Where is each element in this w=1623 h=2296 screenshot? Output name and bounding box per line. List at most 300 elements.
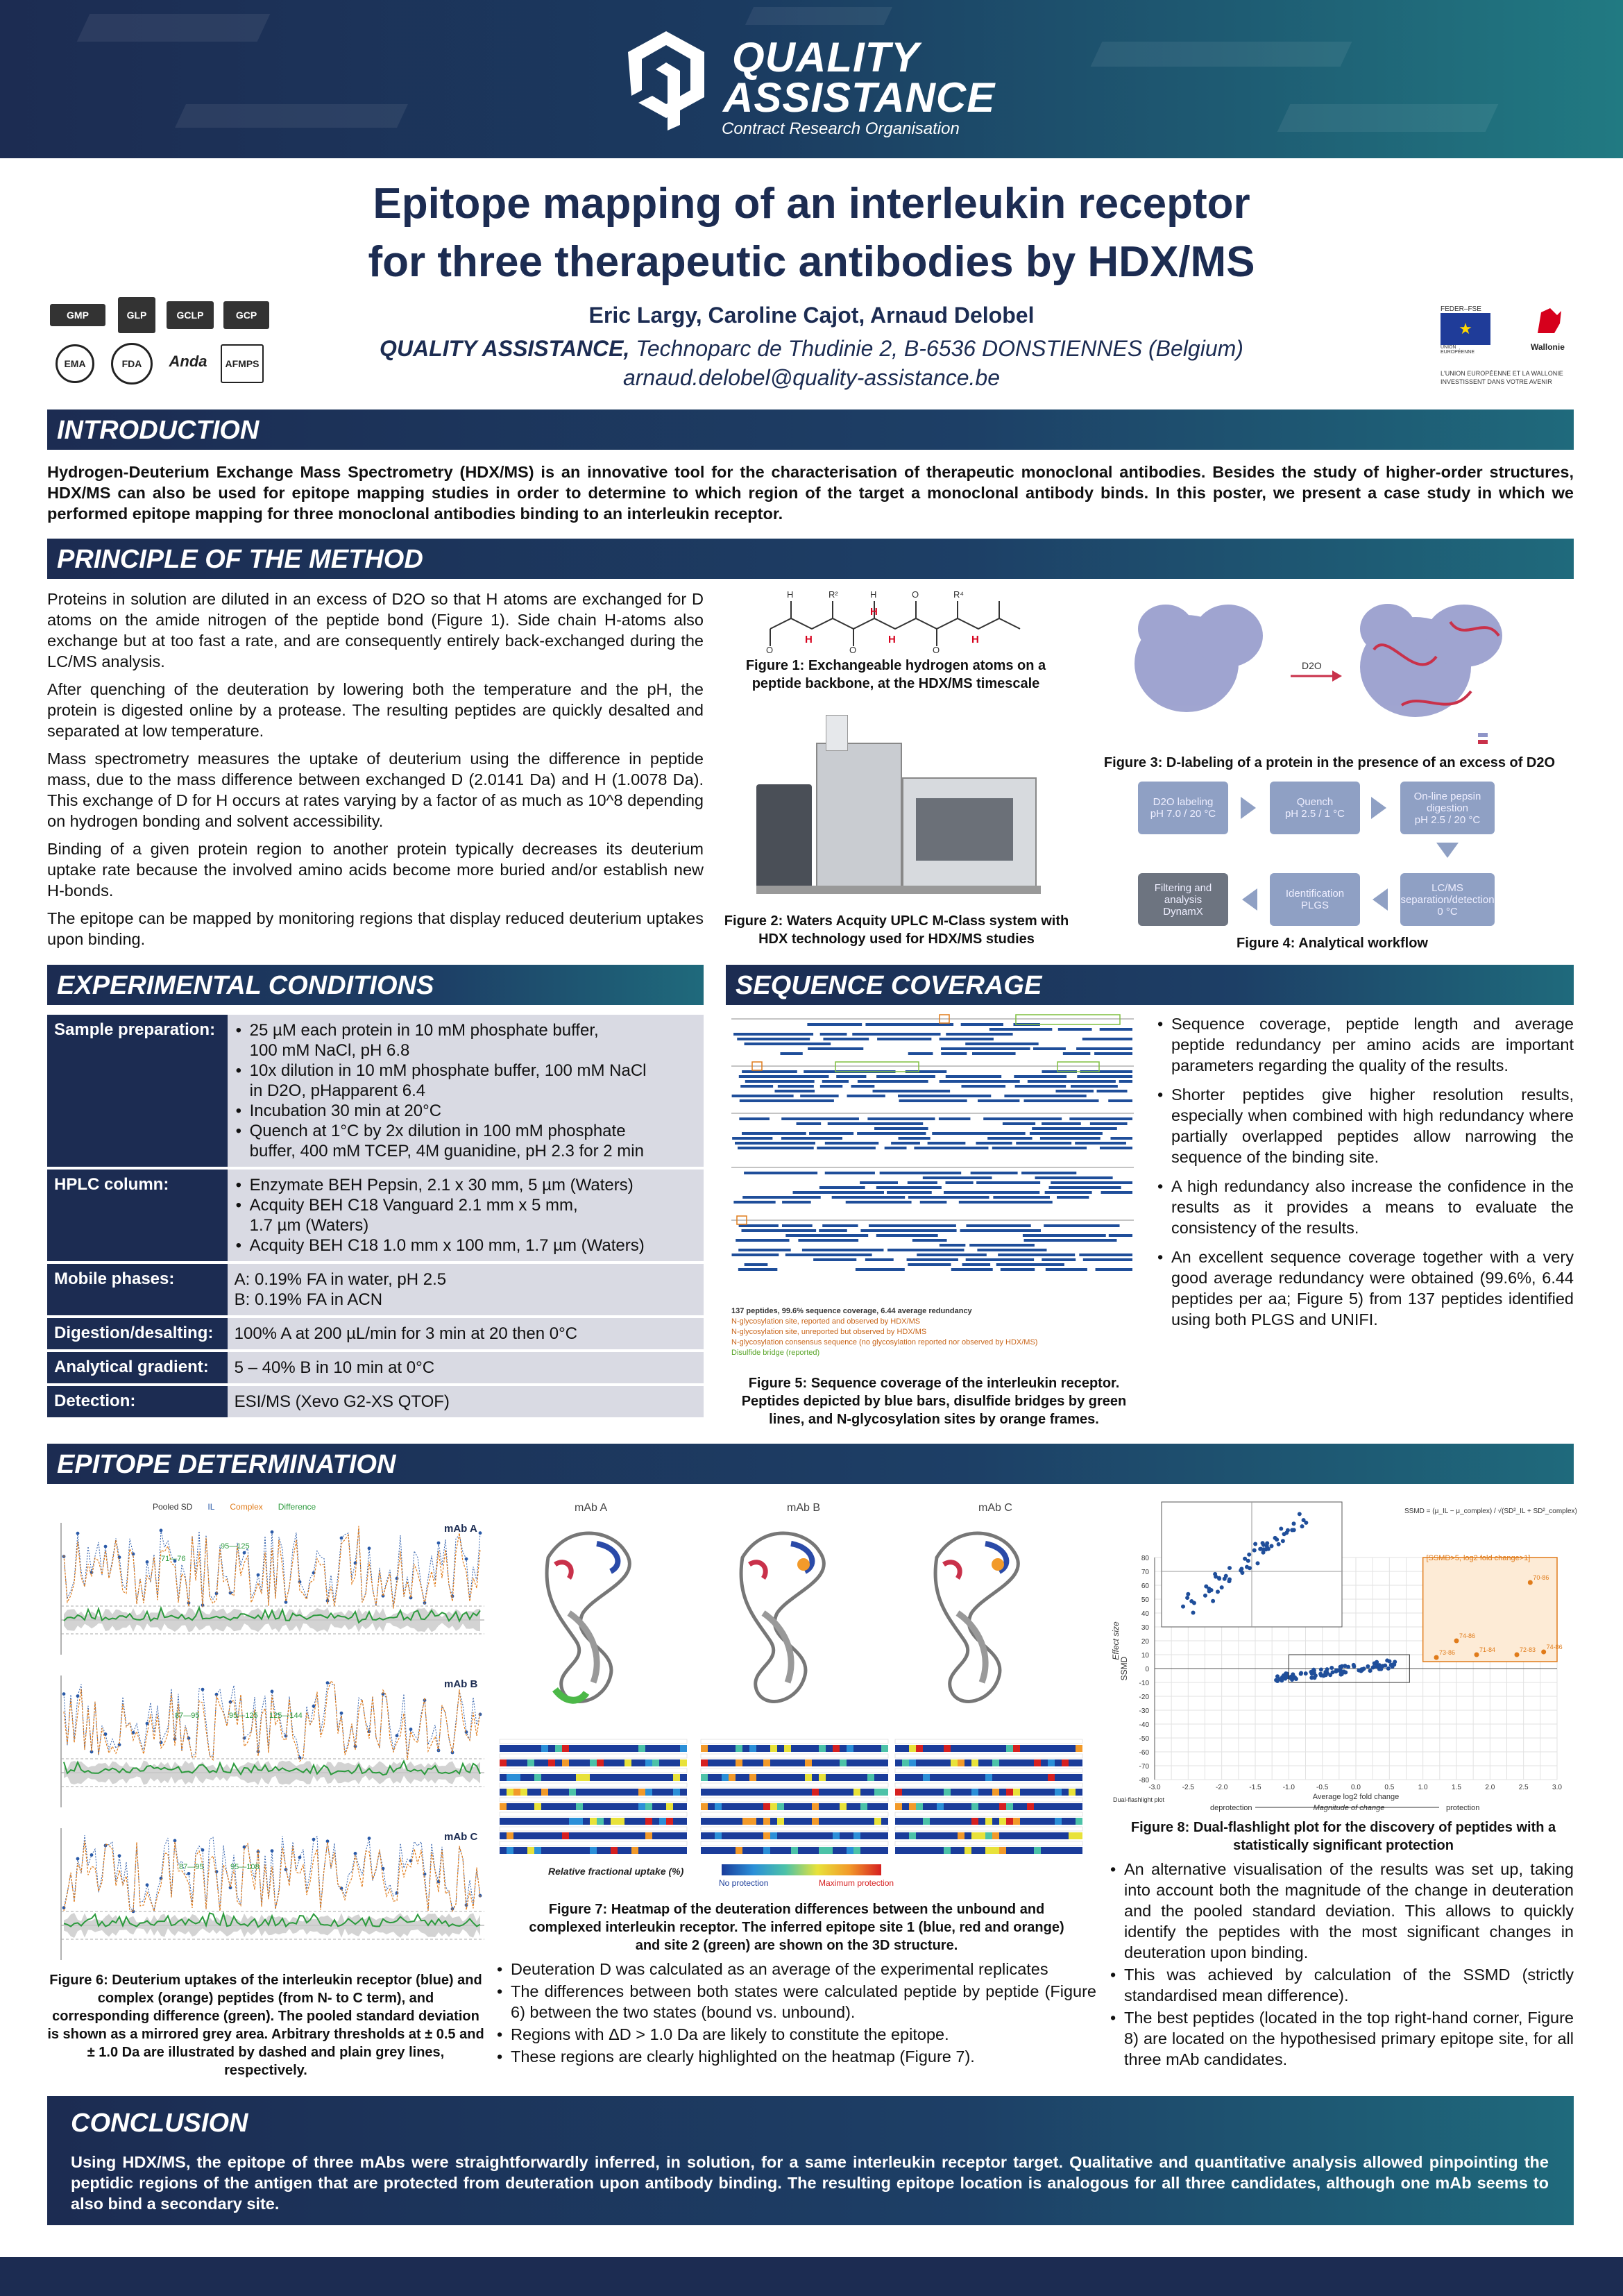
significant-peptide-label: 74-86	[1459, 1632, 1476, 1639]
heatmap-cell	[958, 1745, 965, 1752]
author-email[interactable]: arnaud.delobel@quality-assistance.be	[622, 365, 1001, 390]
heatmap-cell	[701, 1759, 708, 1766]
y-tick-label: -70	[1139, 1763, 1149, 1771]
epitope-site1-red	[749, 1562, 765, 1578]
y-tick-label: -30	[1139, 1707, 1149, 1715]
inset-point	[1220, 1585, 1224, 1589]
x-tick-label: -1.0	[1282, 1784, 1295, 1791]
heatmap-cell	[631, 1832, 638, 1839]
heatmap-cell	[916, 1818, 923, 1825]
heatmap-cell	[659, 1759, 666, 1766]
significant-peptide-point	[1475, 1653, 1479, 1657]
x-tick-label: -0.5	[1316, 1784, 1329, 1791]
heatmap-cell	[958, 1847, 965, 1854]
peptide-bar	[865, 1258, 894, 1261]
workflow-arrow-icon	[1371, 797, 1386, 819]
header-banner	[0, 0, 1623, 158]
peptide-bar	[793, 1191, 884, 1194]
heatmap-cell	[659, 1832, 666, 1839]
heatmap-cell	[805, 1745, 812, 1752]
figure8-caption: Figure 8: Dual-flashlight plot for the discovery of peptides with a statistically significant protection	[1130, 1820, 1556, 1853]
heatmap-cell	[874, 1832, 881, 1839]
heatmap-cell	[965, 1832, 971, 1839]
heatmap-cell	[541, 1759, 548, 1766]
heatmap-cell	[971, 1803, 978, 1810]
peptide-bar	[976, 1181, 1040, 1184]
heatmap-cell	[562, 1745, 569, 1752]
heatmap-cell	[680, 1847, 687, 1854]
heatmap-cell	[916, 1803, 923, 1810]
glp-logo: GLP	[118, 297, 155, 333]
inset-point	[1181, 1605, 1185, 1609]
heatmap-cell	[701, 1745, 708, 1752]
range-label: 95—125	[221, 1542, 250, 1551]
peptide-bar	[1001, 1268, 1035, 1271]
gmp-logo: GMP	[50, 304, 105, 326]
heatmap-cell	[1048, 1774, 1055, 1781]
peptide-point	[1389, 1663, 1393, 1667]
heatmap-cell	[631, 1803, 638, 1810]
peptide-bar	[987, 1137, 1032, 1140]
heatmap-cell	[812, 1803, 819, 1810]
peptide-bar	[873, 1090, 951, 1092]
figure5-caption: Figure 5: Sequence coverage of the interleukin receptor. Peptides depicted by blue bars, disulfide bridges by green lines, and N-glycosylation sites by orange frames.	[741, 1376, 1127, 1427]
peptide-bar	[1110, 1137, 1132, 1140]
heatmap-cell	[645, 1745, 652, 1752]
peptide-bar	[965, 1043, 1038, 1045]
heatmap-cell	[819, 1745, 826, 1752]
scale-right-label: Maximum protection	[819, 1878, 894, 1888]
condition-key: Digestion/desalting:	[47, 1318, 228, 1349]
heatmap-cell	[618, 1789, 624, 1796]
heatmap-cell	[1048, 1745, 1055, 1752]
heatmap-cell	[971, 1745, 978, 1752]
inset-point	[1192, 1601, 1196, 1605]
peptide-point	[1304, 1671, 1308, 1675]
heatmap-cell	[881, 1745, 888, 1752]
heatmap-cell	[1027, 1759, 1034, 1766]
heatmap-cell	[1027, 1745, 1034, 1752]
heatmap-cell	[652, 1818, 659, 1825]
y-tick-label: -60	[1139, 1749, 1149, 1757]
heatmap-cell	[500, 1774, 507, 1781]
heatmap-cell	[507, 1759, 513, 1766]
peptide-point	[1352, 1663, 1356, 1667]
heatmap-cell	[673, 1745, 680, 1752]
heatmap-cell	[708, 1832, 715, 1839]
heatmap-cell	[791, 1803, 798, 1810]
y-tick-label: 40	[1141, 1610, 1149, 1618]
condition-item: • Incubation 30 min at 20°C	[235, 1101, 697, 1121]
peptide-bar	[978, 1099, 1019, 1102]
heatmap-cell	[638, 1803, 645, 1810]
heatmap-ruler	[500, 1783, 687, 1787]
workflow-step-title: Identification	[1285, 888, 1345, 900]
heatmap-cell	[860, 1847, 867, 1854]
peptide-bar	[966, 1224, 1030, 1227]
heatmap-cell	[763, 1847, 770, 1854]
heatmap-cell	[624, 1832, 631, 1839]
heatmap-cell	[840, 1789, 847, 1796]
peptide-bar	[1015, 1085, 1066, 1088]
heatmap-cell	[944, 1832, 951, 1839]
heatmap-cell	[631, 1818, 638, 1825]
structure-label: mAb C	[978, 1502, 1012, 1514]
heatmap-cell	[548, 1759, 555, 1766]
heatmap-cell	[520, 1803, 527, 1810]
peptide-bar	[820, 1033, 847, 1036]
il-series-line	[64, 1835, 480, 1911]
peptide-bar	[780, 1052, 802, 1055]
heatmap-cell	[840, 1847, 847, 1854]
heatmap-cell	[895, 1759, 902, 1766]
heatmap-cell	[951, 1789, 958, 1796]
heatmap-ruler	[701, 1798, 888, 1802]
heatmap-cell	[576, 1759, 583, 1766]
heatmap-cell	[673, 1803, 680, 1810]
peptide-bar	[807, 1023, 862, 1026]
condition-item: buffer, 400 mM TCEP, 4M guanidine, pH 2.3 for 2 min	[249, 1142, 644, 1160]
inset-point	[1265, 1542, 1269, 1546]
heatmap-cell	[576, 1818, 583, 1825]
heatmap-cell	[749, 1774, 756, 1781]
heatmap-cell	[902, 1745, 909, 1752]
heatmap-cell	[978, 1745, 985, 1752]
heatmap-cell	[701, 1832, 708, 1839]
heatmap-cell	[826, 1818, 833, 1825]
heatmap-cell	[895, 1745, 902, 1752]
heatmap-cell	[770, 1789, 777, 1796]
peptide-bar	[742, 1229, 817, 1232]
heatmap-cell	[618, 1818, 624, 1825]
heatmap-cell	[930, 1789, 937, 1796]
heatmap-cell	[770, 1803, 777, 1810]
table-row	[47, 1386, 704, 1417]
heatmap-cell	[847, 1789, 853, 1796]
heatmap-cell	[701, 1789, 708, 1796]
heatmap-cell	[729, 1803, 736, 1810]
peptide-bar	[899, 1099, 967, 1102]
heatmap-cell	[763, 1759, 770, 1766]
heatmap-cell	[520, 1847, 527, 1854]
inset-point	[1300, 1524, 1305, 1528]
heatmap-cell	[729, 1745, 736, 1752]
heatmap-cell	[701, 1818, 708, 1825]
heatmap-cell	[951, 1759, 958, 1766]
heatmap-cell	[680, 1745, 687, 1752]
heatmap-cell	[826, 1745, 833, 1752]
peptide-bar	[966, 1258, 1034, 1261]
heatmap-cell	[666, 1803, 673, 1810]
heatmap-cell	[777, 1818, 784, 1825]
heatmap-cell	[1069, 1759, 1076, 1766]
peptide-bar	[1082, 1038, 1132, 1040]
heatmap-cell	[798, 1745, 805, 1752]
heatmap-cell	[597, 1832, 604, 1839]
heatmap-cell	[965, 1789, 971, 1796]
heatmap-cell	[590, 1745, 597, 1752]
heatmap-cell	[784, 1832, 791, 1839]
affiliation-address: Technoparc de Thudinie 2, B-6536 DONSTIENNES (Belgium)	[629, 336, 1243, 361]
heatmap-cell	[992, 1789, 999, 1796]
condition-key: Mobile phases:	[47, 1264, 228, 1315]
heatmap-cell	[867, 1774, 874, 1781]
structure-label: mAb A	[575, 1502, 608, 1514]
heatmap-cell	[965, 1847, 971, 1854]
quality-assistance-logo-icon	[624, 28, 715, 132]
heatmap-cell	[1076, 1818, 1082, 1825]
heatmap-cell	[631, 1847, 638, 1854]
inset-point	[1239, 1569, 1243, 1573]
heatmap-cell	[618, 1759, 624, 1766]
heatmap-cell	[576, 1832, 583, 1839]
poster-title-line2: for three therapeutic antibodies by HDX/MS	[368, 238, 1255, 286]
heatmap-cell	[958, 1759, 965, 1766]
bullet-item: • An alternative visualisation of the results was set up, taking into account both the magnitude of the change in deuteration and the pooled standard deviation. This allows to quickly identify the peptides with the most significant changes in deuteration upon binding.	[1110, 1859, 1574, 1963]
heatmap-cell	[1013, 1803, 1020, 1810]
coverage-bullets	[1157, 1013, 1574, 1338]
heatmap-cell	[916, 1847, 923, 1854]
heatmap-cell	[847, 1818, 853, 1825]
heatmap-cell	[770, 1774, 777, 1781]
peptide-bar	[951, 1268, 993, 1271]
peptide-bar	[996, 1263, 1064, 1266]
coverage-legend-item: N-glycosylation site, unreported but observed by HDX/MS	[731, 1328, 927, 1336]
y-tick-label: -80	[1139, 1777, 1149, 1784]
peptide-bar	[739, 1117, 770, 1120]
heatmap-cell	[833, 1774, 840, 1781]
epitope-site1-orange	[992, 1558, 1004, 1571]
heatmap-cell	[715, 1803, 722, 1810]
peptide-bar	[785, 1234, 868, 1237]
eu-logo	[1441, 305, 1490, 354]
heatmap-cell	[513, 1832, 520, 1839]
sequence-coverage-map	[731, 1015, 1134, 1278]
heatmap-cell	[909, 1803, 916, 1810]
heatmap-cell	[923, 1803, 930, 1810]
heatmap-cell	[812, 1759, 819, 1766]
heatmap-cell	[770, 1832, 777, 1839]
svg-text:O: O	[849, 645, 857, 655]
disulfide-frame	[1016, 1015, 1120, 1024]
peptide-bar	[1109, 1234, 1132, 1237]
peptide-bar	[1071, 1085, 1118, 1088]
afmps-logo: AFMPS	[221, 344, 264, 383]
heatmap-cell	[874, 1745, 881, 1752]
heatmap-scale-title: Relative fractional uptake (%)	[548, 1866, 684, 1877]
heatmap-cell	[541, 1774, 548, 1781]
heatmap-cell	[944, 1774, 951, 1781]
peptide-bar	[899, 1137, 931, 1140]
heatmap-cell	[736, 1789, 742, 1796]
heatmap-cell	[985, 1847, 992, 1854]
inset-point	[1211, 1599, 1215, 1603]
y-axis-label: SSMD	[1119, 1656, 1129, 1681]
inset-point	[1279, 1527, 1283, 1531]
heatmap-cell	[999, 1789, 1006, 1796]
heatmap-cell	[777, 1745, 784, 1752]
heatmap-cell	[659, 1789, 666, 1796]
y-tick-label: 50	[1141, 1596, 1149, 1604]
heatmap-cell	[1013, 1818, 1020, 1825]
beta-sheet	[569, 1613, 597, 1682]
heatmap-cell	[902, 1774, 909, 1781]
heatmap-cell	[1048, 1789, 1055, 1796]
heatmap-cell	[805, 1832, 812, 1839]
heatmap-cell	[534, 1789, 541, 1796]
heatmap-cell	[937, 1847, 944, 1854]
x-axis-label: Average log2 fold change	[1312, 1793, 1400, 1801]
heatmap-cell	[604, 1759, 611, 1766]
peptide-bar	[1057, 1196, 1089, 1199]
heatmap-cell	[611, 1774, 618, 1781]
heatmap-color-scale	[722, 1864, 881, 1875]
heatmap-cell	[860, 1803, 867, 1810]
peptide-bar	[744, 1172, 817, 1174]
heatmap-cell	[916, 1774, 923, 1781]
heatmap-cell	[763, 1745, 770, 1752]
heatmap-cell	[951, 1818, 958, 1825]
heatmap-cell	[937, 1774, 944, 1781]
heatmap-cell	[520, 1818, 527, 1825]
heatmap-cell	[1069, 1803, 1076, 1810]
heatmap-cell	[812, 1774, 819, 1781]
workflow-step-title: LC/MS separation/detection	[1400, 881, 1495, 906]
heatmap-cell	[895, 1803, 902, 1810]
heatmap-cell	[916, 1745, 923, 1752]
heatmap-cell	[555, 1759, 562, 1766]
heatmap-cell	[548, 1847, 555, 1854]
heatmap-cell	[909, 1745, 916, 1752]
peptide-bar	[1046, 1268, 1087, 1271]
heatmap-cell	[951, 1745, 958, 1752]
heatmap-cell	[1069, 1745, 1076, 1752]
heatmap-cell	[791, 1818, 798, 1825]
heatmap-cell	[569, 1803, 576, 1810]
heatmap-cell	[833, 1745, 840, 1752]
heatmap-cell	[1013, 1789, 1020, 1796]
range-label: 87—95	[175, 1712, 200, 1720]
heatmap-cell	[930, 1803, 937, 1810]
heatmap-cell	[624, 1774, 631, 1781]
heatmap-cell	[534, 1832, 541, 1839]
heatmap-cell	[507, 1803, 513, 1810]
peptide-bar	[961, 1085, 1005, 1088]
heatmap-cell	[867, 1803, 874, 1810]
peptide-bar	[737, 1038, 810, 1040]
heatmap-cell	[985, 1745, 992, 1752]
significant-peptide-point	[1454, 1639, 1459, 1644]
uplc-instrument-image	[756, 701, 1048, 902]
peptide-bar	[946, 1075, 1001, 1078]
peptide-bar	[1035, 1176, 1113, 1179]
heatmap-cell	[763, 1832, 770, 1839]
heatmap-cell	[965, 1774, 971, 1781]
heatmap-cell	[847, 1832, 853, 1839]
y-tick-label: 80	[1141, 1555, 1149, 1562]
figure1-caption: Figure 1: Exchangeable hydrogen atoms on a peptide backbone, at the HDX/MS timescale	[745, 658, 1046, 691]
peptide-bar	[738, 1147, 814, 1149]
heatmap-cell	[971, 1847, 978, 1854]
heatmap-cell	[631, 1774, 638, 1781]
range-label: 87—95	[179, 1863, 204, 1871]
structure-label: mAb B	[787, 1502, 821, 1514]
peptide-backbone-figure	[763, 587, 1027, 654]
wallonie-rooster-icon	[1531, 305, 1565, 339]
heatmap-cell	[742, 1789, 749, 1796]
peptide-bar	[989, 1028, 1053, 1031]
heatmap-cell	[1062, 1803, 1069, 1810]
heatmap-ruler	[500, 1739, 687, 1744]
heatmap-cell	[777, 1759, 784, 1766]
peptide-bar	[869, 1224, 956, 1227]
heatmap-cell	[1006, 1818, 1013, 1825]
peptide-bar	[742, 1196, 821, 1199]
logo-title-quality: QUALITY	[732, 34, 920, 81]
peptide-bar	[846, 1201, 912, 1204]
heatmap-cell	[541, 1789, 548, 1796]
heatmap-cell	[520, 1759, 527, 1766]
peptide-bar	[876, 1075, 935, 1078]
dual-flashlight-plot	[1111, 1495, 1577, 1812]
peptide-bar	[976, 1142, 1012, 1145]
peptide-bar	[1094, 1052, 1132, 1055]
heatmap-cell	[1062, 1774, 1069, 1781]
peptide-bar	[1042, 1122, 1081, 1125]
peptide-bar	[977, 1249, 1046, 1251]
heatmap-ruler	[500, 1769, 687, 1773]
feder-label: FEDER–FSE	[1441, 305, 1481, 313]
heatmap-cell	[645, 1832, 652, 1839]
heatmap-cell	[965, 1745, 971, 1752]
peptide-bar	[860, 1229, 956, 1232]
y-tick-label: 0	[1145, 1666, 1149, 1673]
il-series-line	[64, 1530, 480, 1606]
heatmap-cell	[756, 1803, 763, 1810]
heatmap-cell	[541, 1832, 548, 1839]
heatmap-cell	[853, 1745, 860, 1752]
peptide-bar	[1042, 1258, 1076, 1261]
heatmap-cell	[548, 1832, 555, 1839]
peptide-point	[1346, 1665, 1350, 1669]
peptide-bar	[1096, 1268, 1132, 1271]
peptide-bar	[1003, 1122, 1035, 1125]
condition-item: 1.7 µm (Waters)	[249, 1216, 369, 1235]
heatmap-cell	[1006, 1759, 1013, 1766]
heatmap-ruler	[701, 1739, 888, 1744]
principle-paragraph: Proteins in solution are diluted in an excess of D2O so that H atoms are exchanged for D atoms on the amide nitrogen of the peptide bond (Figure 1). Side chain H-atoms also exchange but at too fast a rate, and are consequently entirely back-exchanged during the LC/MS analysis.	[47, 590, 704, 670]
heatmap-cell	[1013, 1745, 1020, 1752]
heatmap-cell	[1041, 1847, 1048, 1854]
heatmap-cell	[819, 1774, 826, 1781]
heatmap-cell	[958, 1789, 965, 1796]
heatmap-cell	[958, 1832, 965, 1839]
peptide-bar	[745, 1043, 831, 1045]
heatmap-cell	[909, 1832, 916, 1839]
heatmap-cell	[867, 1832, 874, 1839]
logo-tagline: Contract Research Organisation	[722, 119, 960, 138]
heatmap-ruler	[701, 1812, 888, 1816]
heatmap-cell	[902, 1832, 909, 1839]
heatmap-cell	[673, 1832, 680, 1839]
heatmap-cell	[673, 1759, 680, 1766]
heatmap-cell	[937, 1818, 944, 1825]
inset-point	[1284, 1530, 1289, 1535]
peptide-bar	[960, 1229, 1041, 1232]
significant-peptide-label: 71-84	[1479, 1646, 1496, 1653]
heatmap-cell	[992, 1759, 999, 1766]
peptide-bar	[908, 1263, 951, 1266]
